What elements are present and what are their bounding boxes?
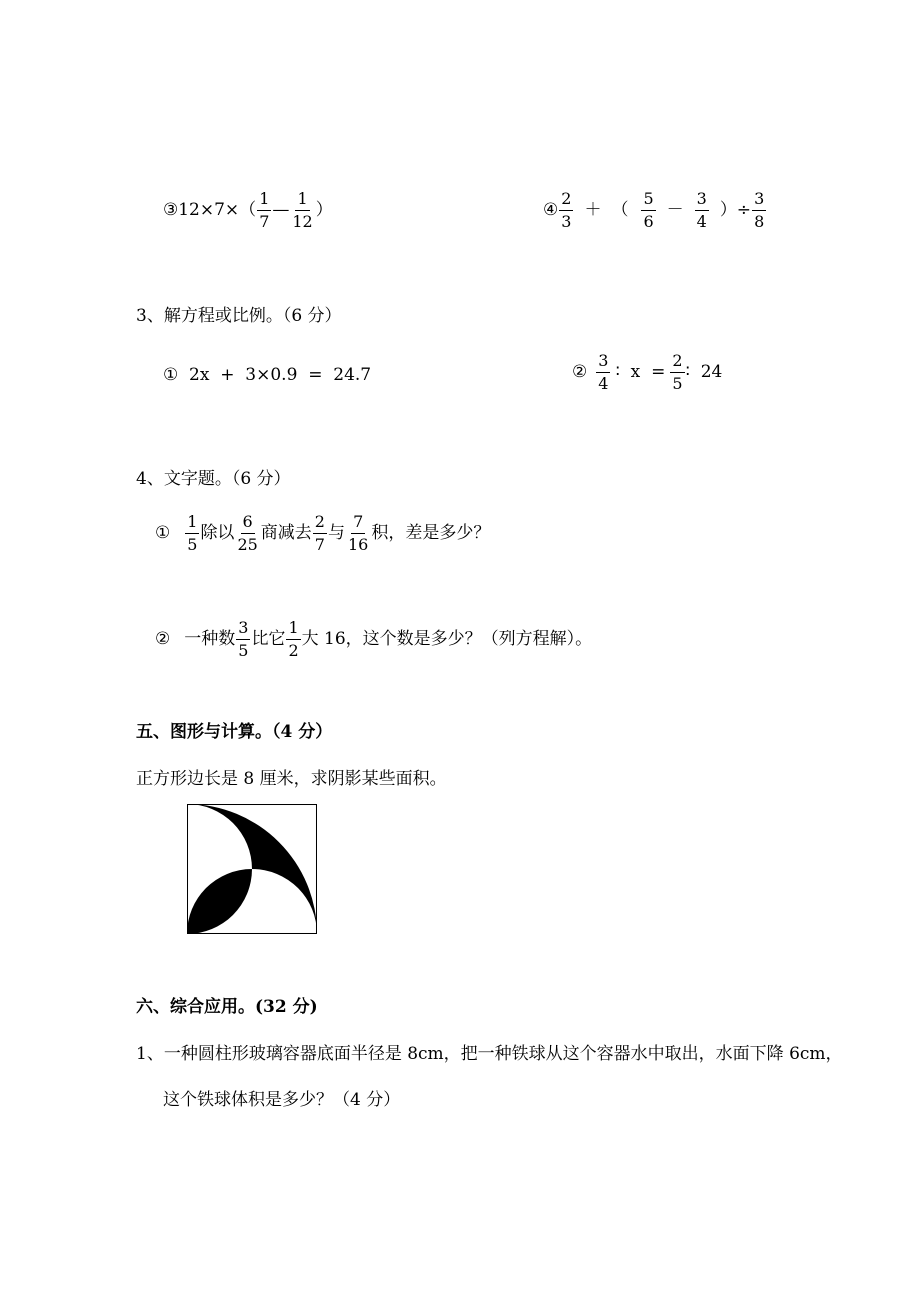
equation-2-label: ②	[572, 362, 588, 382]
close-paren-divide: ）÷	[719, 200, 752, 220]
fraction: $\frac{7}{16}$	[347, 512, 369, 554]
expression-3-prefix: ③12×7×（	[163, 200, 257, 220]
section-5-title: 五、图形与计算。（4 分）	[136, 722, 333, 742]
fraction: $\frac{3}{4}$	[696, 189, 707, 231]
equation-2: ② $\frac{3}{4}$ ∶ x = $\frac{2}{5}$ ∶ 24	[572, 351, 723, 393]
operator: ＋	[584, 200, 602, 220]
equation-1: ① 2x + 3×0.9 = 24.7	[163, 365, 372, 385]
expression-4	[543, 191, 767, 230]
shaded-lens-lower-left	[187, 869, 252, 934]
close-paren: ）	[315, 200, 333, 220]
fraction: $\frac{3}{4}$	[598, 351, 609, 393]
word-problem-1: ① $\frac{1}{5}$ 除以 $\frac{6}{25}$ 商减去 $\frac{2}{7}$ 与 $\frac{7}{16}$ 积，差是多少？	[155, 512, 491, 554]
section-5-text: 正方形边长是 8 厘米，求阴影某些面积。	[136, 769, 447, 789]
open-paren: （	[611, 200, 629, 220]
word-problem-2-label: ②	[155, 629, 171, 649]
word-problem-2: ② 一种数 $\frac{3}{5}$ 比它 $\frac{1}{2}$ 大 16，这个数是多少？（列方程解）。	[155, 618, 593, 660]
section-6-title: 六、综合应用。(32 分)	[136, 997, 318, 1017]
section-3-title: 3、解方程或比例。（6 分）	[136, 306, 342, 326]
fraction: $\frac{2}{7}$	[314, 512, 325, 554]
application-problem-1-line2: 这个铁球体积是多少？（4 分）	[163, 1090, 401, 1110]
fraction: $\frac{1}{5}$	[187, 512, 198, 554]
fraction: $\frac{1}{2}$	[288, 618, 299, 660]
square-shaded-figure	[187, 804, 317, 934]
fraction: $\frac{6}{25}$	[237, 512, 258, 554]
fraction: $\frac{5}{6}$	[643, 189, 654, 231]
expression-3	[163, 191, 333, 230]
fraction: $\frac{3}{8}$	[754, 189, 765, 231]
fraction: $\frac{1}{7}$	[259, 189, 270, 231]
operator: －	[666, 200, 684, 220]
fraction: $\frac{2}{5}$	[672, 351, 683, 393]
application-problem-1-line1: 1、一种圆柱形玻璃容器底面半径是 8cm，把一种铁球从这个容器水中取出，水面下降 6cm，	[136, 1044, 843, 1064]
word-problem-1-label: ①	[155, 523, 171, 543]
section-4-title: 4、文字题。（6 分）	[136, 469, 291, 489]
expression-4-prefix: ④	[543, 200, 559, 220]
operator: —	[272, 200, 290, 220]
fraction: $\frac{2}{3}$	[561, 189, 572, 231]
fraction: $\frac{3}{5}$	[238, 618, 249, 660]
fraction: $\frac{1}{12}$	[292, 189, 313, 231]
